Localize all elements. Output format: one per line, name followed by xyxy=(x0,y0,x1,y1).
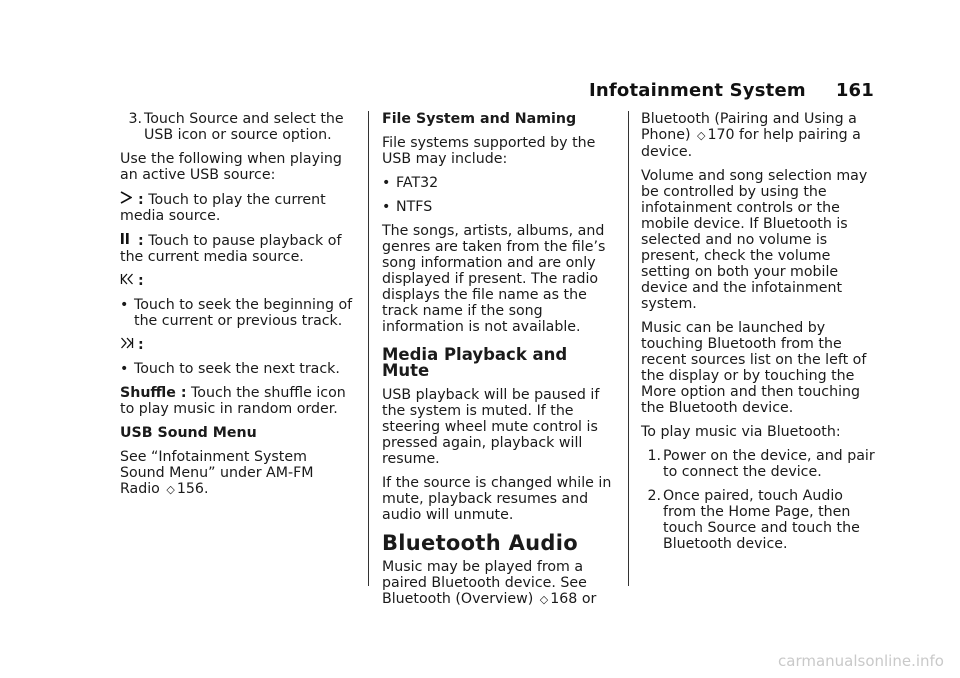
paragraph xyxy=(641,111,877,160)
next-entry xyxy=(120,337,356,353)
watermark: carmanualsonline.info xyxy=(778,652,944,670)
pause-label: : xyxy=(138,233,144,249)
bullet-item xyxy=(382,199,618,215)
bluetooth-audio-heading: Bluetooth Audio xyxy=(382,531,578,555)
step-item xyxy=(641,488,877,552)
step-text: Once paired, touch Audio from the Home Page, then touch Source and touch the Bluetooth device. xyxy=(663,488,860,552)
page-header xyxy=(589,80,874,101)
previous-entry xyxy=(120,273,356,289)
paragraph: Music can be launched by touching Bluetooth from the recent sources list on the left of the display or by touching the More option and then touching the Bluetooth device. xyxy=(641,320,867,416)
step-text: Power on the device, and pair to connect the device. xyxy=(663,448,875,480)
bullet: • xyxy=(120,297,129,313)
bullet: • xyxy=(120,361,129,377)
step-number: 2. xyxy=(647,488,661,504)
file-system-heading: File System and Naming xyxy=(382,111,577,127)
shuffle-label: Shuffle : xyxy=(120,385,187,401)
paragraph: File systems supported by the USB may include: xyxy=(382,135,596,167)
bullet-item xyxy=(382,175,618,191)
paragraph: Volume and song selection may be controlled by using the infotainment controls or the mobile device. If Bluetooth is selected and no volume is present, check the volume setting on both your mobile device and the infotainment system. xyxy=(641,168,868,312)
column-2 xyxy=(382,111,618,616)
page-reference: 168 or xyxy=(550,591,597,607)
seek-back-icon xyxy=(120,273,134,289)
bullet-text: NTFS xyxy=(396,199,433,215)
play-entry xyxy=(120,191,356,224)
section-title: Infotainment System xyxy=(588,80,806,101)
bullet-item xyxy=(120,297,356,329)
shuffle-entry xyxy=(120,385,356,417)
bullet: • xyxy=(382,175,391,191)
pause-icon xyxy=(120,232,134,249)
page-reference-icon: ◇ xyxy=(166,483,175,496)
column-3 xyxy=(641,111,877,560)
bullet: • xyxy=(382,199,391,215)
pause-entry xyxy=(120,232,356,265)
pause-text: Touch to pause playback of the current media source. xyxy=(120,233,342,265)
paragraph-text: Music may be played from a paired Bluetooth device. See Bluetooth (Overview) xyxy=(382,559,587,607)
bullet-text: Touch to seek the beginning of the current or previous track. xyxy=(134,297,353,329)
usb-sound-heading: USB Sound Menu xyxy=(120,425,257,441)
paragraph: If the source is changed while in mute, playback resumes and audio will unmute. xyxy=(382,475,612,523)
paragraph: USB playback will be paused if the system is muted. If the steering wheel mute control is pressed again, playback will resume. xyxy=(382,387,600,467)
paragraph: Use the following when playing an active USB source: xyxy=(120,151,342,183)
page-number: 161 xyxy=(835,80,874,101)
step-item xyxy=(641,448,877,480)
bullet-text: FAT32 xyxy=(396,175,439,191)
media-playback-heading: Media Playback and Mute xyxy=(382,345,568,380)
seek-forward-icon xyxy=(120,337,134,353)
bullet-text: Touch to seek the next track. xyxy=(134,361,340,377)
page-reference-icon: ◇ xyxy=(539,593,549,606)
paragraph xyxy=(120,449,356,498)
paragraph-text: Bluetooth (Pairing and Using a Phone) xyxy=(641,111,857,143)
step-number: 1. xyxy=(647,448,661,464)
step-item xyxy=(122,111,356,143)
paragraph: To play music via Bluetooth: xyxy=(641,424,841,440)
play-label: : xyxy=(138,192,144,208)
bullet-item xyxy=(120,361,356,377)
play-text: Touch to play the current media source. xyxy=(120,192,326,224)
paragraph-text: See “Infotainment System Sound Menu” under AM-FM Radio xyxy=(120,449,314,497)
column-divider xyxy=(368,111,369,586)
next-label: : xyxy=(138,337,144,353)
paragraph: The songs, artists, albums, and genres are taken from the file’s song information and are only displayed if present. The radio displays the file name as the track name if the song information is not available. xyxy=(382,223,606,335)
page-reference: 170 for help pairing a device. xyxy=(641,127,861,160)
play-icon xyxy=(120,191,134,208)
page-reference-icon: ◇ xyxy=(697,129,706,142)
paragraph xyxy=(382,559,618,608)
page-reference: 156. xyxy=(176,481,209,497)
step-number: 3. xyxy=(128,111,142,127)
column-1 xyxy=(120,111,356,506)
shuffle-text: Touch the shuffle icon to play music in random order. xyxy=(120,385,346,417)
previous-label: : xyxy=(138,273,144,289)
step-text: Touch Source and select the USB icon or source option. xyxy=(144,111,344,143)
column-divider xyxy=(628,111,629,586)
